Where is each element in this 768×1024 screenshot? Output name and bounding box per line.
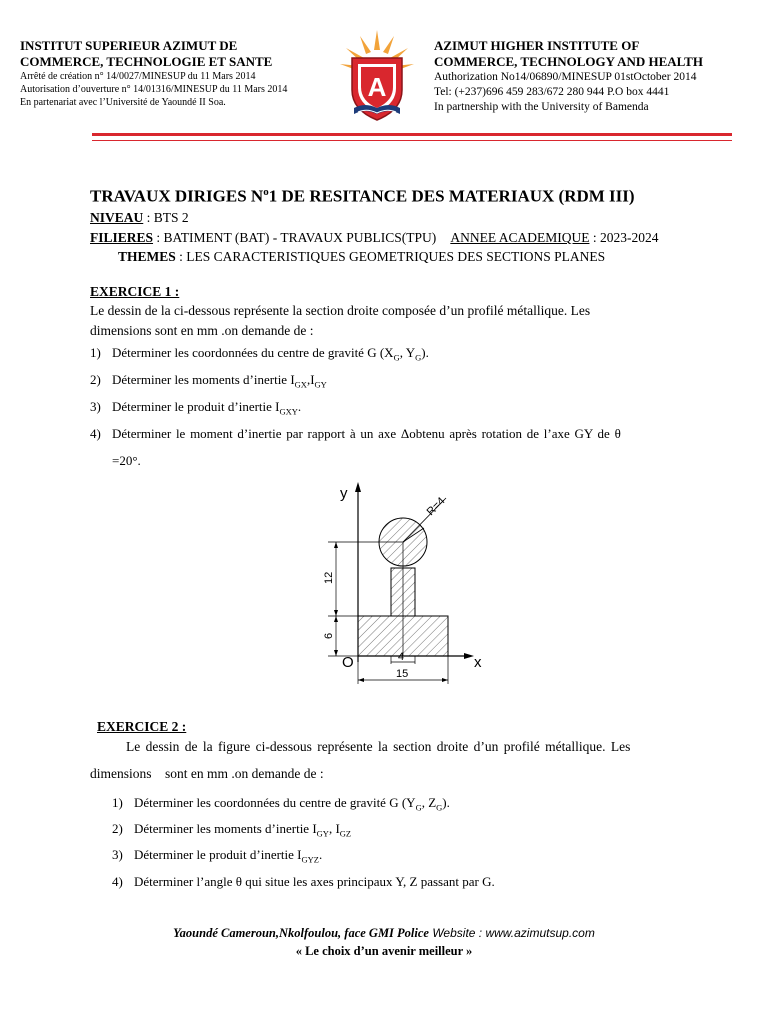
exercise-2-question-1 <box>112 795 450 813</box>
exercise-2-question-3 <box>112 847 322 865</box>
filieres-line <box>90 230 658 246</box>
header-divider-thin <box>92 140 732 141</box>
radius-label: R=4 <box>424 495 448 519</box>
q-sub: G <box>415 352 422 363</box>
q-sub: GY <box>316 828 329 839</box>
footer-address-line <box>0 926 768 941</box>
title-sup: o <box>263 186 269 198</box>
x-axis-arrow <box>464 653 474 659</box>
figure-1 <box>300 476 510 696</box>
exercise-2-question-2 <box>112 821 351 839</box>
filieres-label: FILIERES <box>90 230 154 245</box>
institution-name-fr-1: INSTITUT SUPERIEUR AZIMUT DE <box>20 38 238 53</box>
exercise-2-intro-2: dimensions sont en mm .on demande de : <box>90 766 324 781</box>
q-sub: GZ <box>339 828 352 839</box>
dimension-6-label: 6 <box>323 632 335 639</box>
q-sub: GYZ <box>301 854 319 865</box>
creation-decree: Arrêté de création n° 14/0027/MINESUP du 11 Mars 2014 <box>20 71 256 82</box>
q-text: , Y <box>399 345 416 360</box>
exercise-1-question-1 <box>90 345 429 363</box>
exercise-1-question-4 <box>90 426 621 442</box>
q-sub: GX <box>294 379 307 390</box>
exercise-1-question-3 <box>90 399 301 417</box>
q-text: Déterminer les coordonnées du centre de gravité G (Y <box>134 795 416 810</box>
dimension-arrow <box>442 678 448 682</box>
q-text: Déterminer les coordonnées du centre de gravité G (X <box>112 345 394 360</box>
footer-website: Website : www.azimutsup.com <box>428 926 595 940</box>
origin-label: O <box>342 654 354 671</box>
exercise-2-question-4 <box>112 874 495 890</box>
institute-logo <box>338 28 416 124</box>
exercise-1-intro-2: dimensions sont en mm .on demande de : <box>90 323 314 338</box>
exercise-1-question-2 <box>90 372 327 390</box>
institution-name-en-1: AZIMUT HIGHER INSTITUTE OF <box>434 38 640 53</box>
footer-address: Yaoundé Cameroun,Nkolfoulou, face GMI Police <box>173 926 429 940</box>
title-before: TRAVAUX DIRIGES N <box>90 186 264 206</box>
title-after: 1 DE RESITANCE DES MATERIAUX (RDM III) <box>268 186 635 206</box>
dimension-15-label: 15 <box>396 668 409 680</box>
logo-letter: A <box>367 72 387 102</box>
q-number: 2) <box>90 372 101 387</box>
themes-label: THEMES <box>118 249 176 264</box>
dimension-arrow <box>358 678 364 682</box>
q-text: . <box>297 399 302 414</box>
dimension-arrow <box>334 650 338 656</box>
exercise-1-heading: EXERCICE 1 : <box>90 284 180 299</box>
themes-value: : LES CARACTERISTIQUES GEOMETRIQUES DES SECTIONS PLANES <box>175 249 606 264</box>
q-number: 3) <box>90 399 101 414</box>
authorization-en: Authorization No14/06890/MINESUP 01stOctober 2014 <box>434 71 697 83</box>
header-left <box>20 38 330 109</box>
q-number: 2) <box>112 821 123 836</box>
q-text: ). <box>442 795 450 810</box>
dimension-arrow <box>334 616 338 622</box>
y-axis-label: y <box>340 485 348 502</box>
q-sub: G <box>393 352 400 363</box>
dimension-arrow <box>334 542 338 548</box>
annee-label: ANNEE ACADEMIQUE <box>450 230 590 245</box>
x-axis-label: x <box>474 654 482 671</box>
q-text: Déterminer le moment d’inertie par rapport à un axe Δobtenu après rotation de l’axe GY de θ <box>112 426 621 441</box>
q-number: 1) <box>90 345 101 360</box>
header-divider-thick <box>92 133 732 136</box>
q-text: Déterminer l’angle θ qui situe les axes principaux Y, Z passant par G. <box>134 874 495 889</box>
themes-line <box>118 249 605 265</box>
dimension-4-label: 4 <box>398 651 405 663</box>
q-sub: G <box>415 802 422 813</box>
institution-name-fr-2: COMMERCE, TECHNOLOGIE ET SANTE <box>20 54 273 69</box>
q-sub: GY <box>314 379 327 390</box>
niveau-value: : BTS 2 <box>143 210 189 225</box>
dimension-arrow <box>334 610 338 616</box>
exercise-1-intro-1: Le dessin de la ci-dessous représente la section droite composée d’un profilé métallique. Les <box>90 303 591 318</box>
partnership-en: In partnership with the University of Bamenda <box>434 101 649 113</box>
niveau-label: NIVEAU <box>90 210 144 225</box>
exercise-2-intro-1: Le dessin de la figure ci-dessous représente la section droite d’un profilé métallique. Les <box>126 739 631 754</box>
q-text: Déterminer le produit d’inertie I <box>134 847 302 862</box>
q-text: Déterminer le produit d’inertie I <box>112 399 280 414</box>
q-sub: G <box>436 802 443 813</box>
q-number: 4) <box>90 426 101 441</box>
exercise-1-question-4-cont: =20°. <box>112 453 141 468</box>
document-title <box>90 186 635 207</box>
footer-motto: « Le choix d’un avenir meilleur » <box>295 944 473 958</box>
y-axis-arrow <box>355 482 361 492</box>
q-text: , I <box>328 821 340 836</box>
q-number: 1) <box>112 795 123 810</box>
q-text: , Z <box>421 795 437 810</box>
dimension-12-label: 12 <box>323 571 335 584</box>
q-text: ,I <box>306 372 315 387</box>
q-number: 4) <box>112 874 123 889</box>
q-text: Déterminer les moments d’inertie I <box>134 821 317 836</box>
institution-name-en-2: COMMERCE, TECHNOLOGY AND HEALTH <box>434 54 703 69</box>
q-text: Déterminer les moments d’inertie I <box>112 372 295 387</box>
opening-authorization: Autorisation d’ouverture n° 14/01316/MINESUP du 11 Mars 2014 <box>20 84 288 95</box>
annee-value: : 2023-2024 <box>589 230 659 245</box>
header-right <box>434 38 754 115</box>
q-text: . <box>318 847 323 862</box>
exercise-2-heading: EXERCICE 2 : <box>97 719 187 734</box>
partnership-fr: En partenariat avec l’Université de Yaoundé II Soa. <box>20 97 226 108</box>
q-sub: GXY <box>279 406 298 417</box>
filieres-value: : BATIMENT (BAT) - TRAVAUX PUBLICS(TPU) <box>153 230 437 245</box>
q-number: 3) <box>112 847 123 862</box>
q-text: ). <box>421 345 429 360</box>
contact-phone: Tel: (+237)696 459 283/672 280 944 P.O box 4441 <box>434 86 670 98</box>
niveau-line <box>90 210 189 226</box>
